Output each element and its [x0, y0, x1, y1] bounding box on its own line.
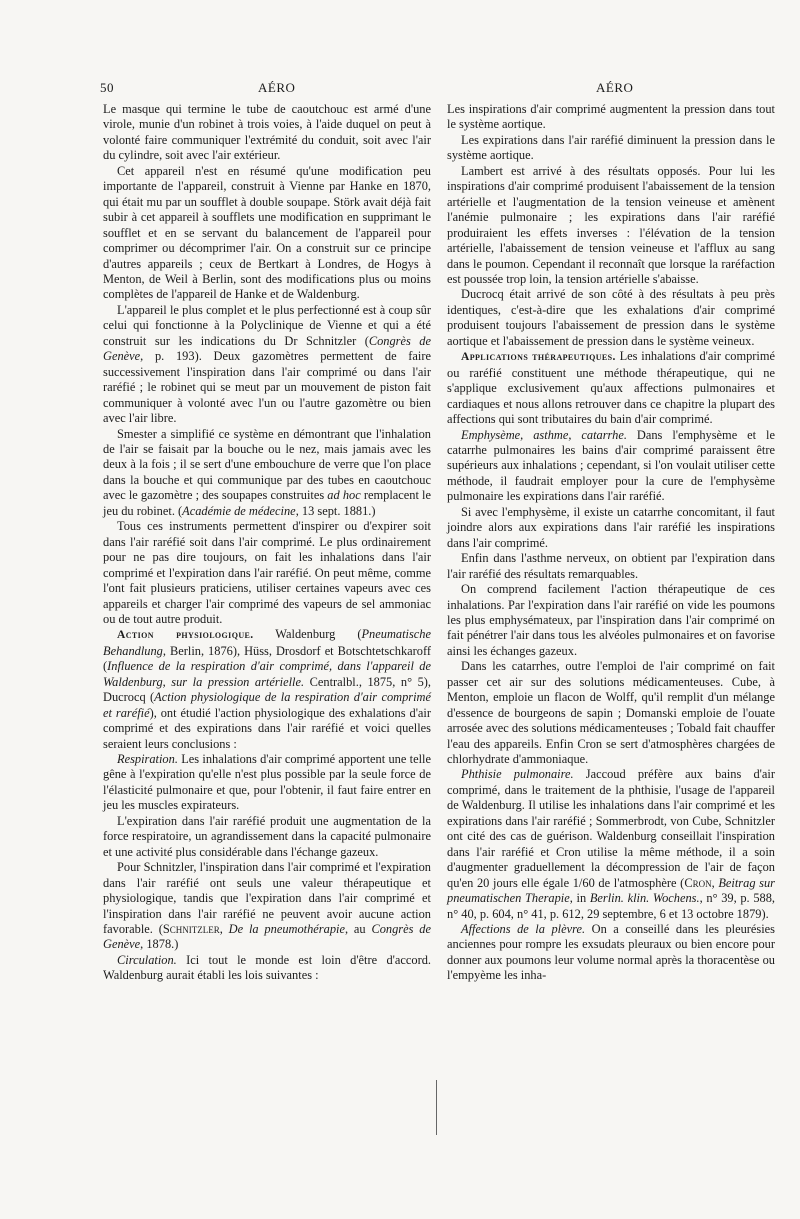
paragraph	[103, 102, 431, 164]
text-run: Influence de la respiration d'air comprimé, dans l'appareil de Waldenburg, sur la pression artérielle.	[103, 659, 431, 689]
text-run: Dans l'emphysème et le catarrhe pulmonaires les bains d'air comprimé paraissent être supérieurs aux inhalations ; cependant, si l'on voulait utiliser cette méthode, il faudrait employer pour la cure de l'emphysème pulmonaire les expirations dans l'air raréfié.	[447, 427, 775, 504]
text-run: remplacent le jeu du robinet. (	[103, 488, 431, 518]
text-run: De la pneumothérapie	[228, 922, 345, 937]
text-run: Emphysème, asthme, catarrhe.	[461, 427, 627, 442]
text-run: Dans les catarrhes, outre l'emploi de l'air comprimé on fait passer cet air sur des solutions médicamenteuses. Cube, à Menton, emploie un flacon de Wolff, qu'il remplit d'un mélange d'essence de bourgeons de sapin ; Domanski emploie de l'ouate arrosée avec des solutions médicamenteuses ; Tobald fait chauffer l'eau des appareils. Enfin Cron se sert d'atmosphères chargées de chlorhydrate d'ammoniaque.	[447, 659, 775, 767]
paragraph	[103, 860, 431, 953]
text-run: On comprend facilement l'action thérapeutique de ces inhalations. Par l'expiration dans l'air raréfié on vide les poumons les plus emphysémateux, par l'inspiration dans l'air comprimé on fait pénétrer l'air dans tous les alvéoles pulmonaires et on favorise ainsi les échanges gazeux.	[447, 582, 775, 658]
left-column	[103, 102, 431, 984]
text-run: L'appareil le plus complet et le plus perfectionné est à coup sûr celui qui fonctionne à la Polyclinique de Vienne et qui a été construit sur les indications du Dr Schnitzler (	[103, 302, 431, 348]
paragraph	[447, 922, 775, 984]
text-run: L'expiration dans l'air raréfié produit une augmentation de la force respiratoire, un agrandissement dans la capacité pulmonaire et une activité plus considérable dans l'échange gazeux.	[103, 813, 431, 859]
paragraph	[447, 582, 775, 659]
text-run: , p. 193). Deux gazomètres permettent de faire successivement l'inspiration dans l'air comprimé ou dans l'air raréfié ; le robinet qui se meut par un mouvement de piston fait communiquer à volonté avec l'un ou l'autre gazomètre ou bien avec l'air libre.	[103, 349, 431, 426]
paragraph	[447, 349, 775, 427]
paragraph	[447, 659, 775, 767]
text-run: Ici tout le monde est loin d'être d'accord. Waldenburg aurait établi les lois suivantes :	[103, 952, 431, 983]
text-run: ,	[711, 875, 719, 890]
text-run: Jaccoud préfère aux bains d'air comprimé, dans le traitement de la phthisie, l'usage de l'appareil de Waldenburg. Il utilise les inhalations dans l'air comprimé et les expirations dans l'air raréfié ; Sommerbrodt, von Cube, Schnitzler ont cité des cas de guérison. Waldenburg conseillait l'inspiration dans l'air raréfié et Cron utilise la même méthode, il a soin d'augmenter graduellement la décompression de l'air de façon qu'en 20 jours elle égale 1/60 de l'atmosphère (	[447, 767, 775, 890]
text-run: Respiration.	[117, 752, 178, 767]
text-run: ,	[219, 922, 229, 937]
text-run: ad hoc	[327, 488, 361, 503]
paragraph	[447, 551, 775, 582]
text-run: Waldenburg (	[253, 627, 362, 642]
text-run: Le masque qui termine le tube de caoutchouc est armé d'une virole, munie d'un robinet à trois voies, à l'aide duquel on peut à volonté faire communiquer l'extrémité du conduit, soit avec l'air du cylindre, soit avec l'air extérieur.	[103, 102, 431, 163]
text-run: Cet appareil n'est en résumé qu'une modification peu importante de l'appareil, construit à Vienne par Hanke en 1870, qui était mu par un soufflet à double soupape. Störk avait déjà fait subir à cet appareil à soufflets une modification en supprimant le soufflet et en se servant du balancement de l'appareil pour comprimer ou décomprimer l'air. On a construit sur ce principe d'autres appareils ; ceux de Bertkart à Londres, de Hogys à Menton, de Weil à Berlin, sont des modifications plus ou moins complètes de l'appareil de Hanke et de Waldenburg.	[103, 163, 431, 302]
text-run: Phthisie pulmonaire.	[461, 767, 574, 782]
text-run: Les inspirations d'air comprimé augmentent la pression dans tout le système aortique.	[447, 102, 775, 132]
text-run: Pour Schnitzler, l'inspiration dans l'air comprimé et l'expiration dans l'air raréfié ont seuls une valeur thérapeutique et physiologique, tandis que l'expiration dans l'air comprimé et l'inspiration dans l'air raréfié ne peuvent avoir aucune action favorable. (	[103, 860, 431, 937]
text-run: , 1878.)	[140, 937, 179, 952]
text-run: Si avec l'emphysème, il existe un catarrhe concomitant, il faut joindre alors aux expirations dans l'air raréfié les inspirations dans l'air comprimé.	[447, 504, 775, 550]
paragraph	[447, 287, 775, 349]
text-run: Schnitzler	[162, 922, 220, 937]
text-run: On a conseillé dans les pleurésies anciennes pour rompre les exsudats pleuraux ou bien encore pour donner aux poumons leur volume normal après la thoracentèse ou l'empyème les inha-	[447, 922, 775, 983]
text-run: Lambert est arrivé à des résultats opposés. Pour lui les inspirations d'air comprimé produisent l'abaissement de la tension artérielle et l'augmentation de la tension veineuse et amènent l'anémie pulmonaire ; les expirations dans l'air raréfié produiraient les effets inverses : l'élévation de la tension artérielle, l'abaissement de tension veineuse et l'afflux au sang dans le poumon. Cependant il reconnaît que lorsque la raréfaction est poussée trop loin, la tension artérielle s'abaisse.	[447, 163, 775, 286]
text-run: Enfin dans l'asthme nerveux, on obtient par l'expiration dans l'air raréfié des résultats remarquables.	[447, 551, 775, 581]
text-run: Congrès de Genève	[103, 922, 431, 952]
text-run: Académie de médecine	[182, 503, 296, 518]
paragraph	[103, 164, 431, 303]
text-run: Tous ces instruments permettent d'inspirer ou d'expirer soit dans l'air raréfié soit dans l'air comprimé. Le plus ordinairement pour ne pas dire toujours, on fait les inhalations dans l'air comprimé et l'expiration dans l'air raréfié. On peut même, comme l'ont fait plusieurs praticiens, utiliser certaines vapeurs avec ces appareils et charger l'air comprimé des vapeurs de sel ammoniac ou de tout autre produit.	[103, 519, 431, 626]
paragraph	[447, 767, 775, 922]
text-run: Ducrocq était arrivé de son côté à des résultats à peu près identiques, c'est-à-dire que les exhalations d'air comprimé produisent toujours l'abaissement de pression dans le système aortique et l'abaissement de pression dans le système veineux.	[447, 287, 775, 348]
text-run: Action physiologique de la respiration d'air comprimé et raréfié	[103, 690, 431, 720]
paragraph	[447, 133, 775, 164]
paragraph	[447, 428, 775, 505]
text-run: Les inhalations d'air comprimé apportent une telle gêne à l'expiration qu'elle n'est plus possible par la seule force de l'élasticité pulmonaire et que, pour l'obtenir, il faut faire entrer en jeu les muscles expirateurs.	[103, 752, 431, 813]
text-run: ), ont étudié l'action physiologique des exhalations d'air comprimé et des expirations dans l'air raréfié et voici quelles seraient leurs conclusions :	[103, 705, 431, 751]
section-heading: Action physiologique.	[117, 629, 254, 642]
paragraph	[103, 519, 431, 627]
text-run: , 13 sept. 1881.)	[295, 503, 376, 518]
page-number: 50	[100, 80, 114, 95]
paragraph	[103, 814, 431, 860]
margin-rule	[436, 1080, 437, 1135]
paragraph	[447, 505, 775, 551]
text-run: , n° 39, p. 588, n° 40, p. 604, n° 41, p. 612, 29 septembre, 6 et 13 octobre 1879).	[447, 891, 775, 921]
text-run: , in	[569, 891, 590, 906]
paragraph	[103, 303, 431, 427]
right-column	[447, 102, 775, 984]
text-run: Centralbl., 1875, n° 5), Ducrocq (	[103, 674, 431, 705]
text-run: Affections de la plèvre.	[461, 922, 586, 937]
text-run: Circulation.	[117, 952, 177, 967]
paragraph	[103, 752, 431, 814]
text-run: Les expirations dans l'air raréfié diminuent la pression dans le système aortique.	[447, 132, 775, 163]
text-run: , Berlin, 1876), Hüss, Drosdorf et Botschtetschkaroff (	[103, 643, 431, 674]
text-run: Beitrag sur pneumatischen Therapie	[447, 875, 775, 906]
running-title-left: AÉRO	[258, 80, 296, 95]
text-run: Berlin. klin. Wochens.	[589, 891, 700, 906]
paragraph	[103, 953, 431, 984]
paragraph	[103, 627, 431, 752]
text-run: Les inhalations d'air comprimé ou raréfié constituent une méthode thérapeutique, qui ne s'applique exclusivement qu'aux affections pulmonaires et cardiaques et nous allons retrouver dans ce chapitre la plupart des affections qui sont tributaires du bain d'air comprimé.	[447, 349, 775, 427]
paragraph	[447, 164, 775, 288]
running-title-right: AÉRO	[596, 80, 634, 95]
text-run: Pneumatische Behandlung	[103, 627, 431, 658]
paragraph	[447, 102, 775, 133]
text-run: Cron	[684, 875, 712, 890]
section-heading: Applications thérapeutiques.	[461, 351, 616, 364]
text-run: Congrès de Genève	[103, 333, 431, 364]
text-run: Smester a simplifié ce système en démontrant que l'inhalation de l'air se faisait par la bouche ou le nez, mais jamais avec les deux à la fois ; il se sert d'une embouchure de verre que l'on place dans la bouche et qui communique par des tubes en caoutchouc avec le gazomètre ; des soupapes construites	[103, 426, 431, 503]
paragraph	[103, 427, 431, 520]
text-run: , au	[344, 922, 372, 937]
